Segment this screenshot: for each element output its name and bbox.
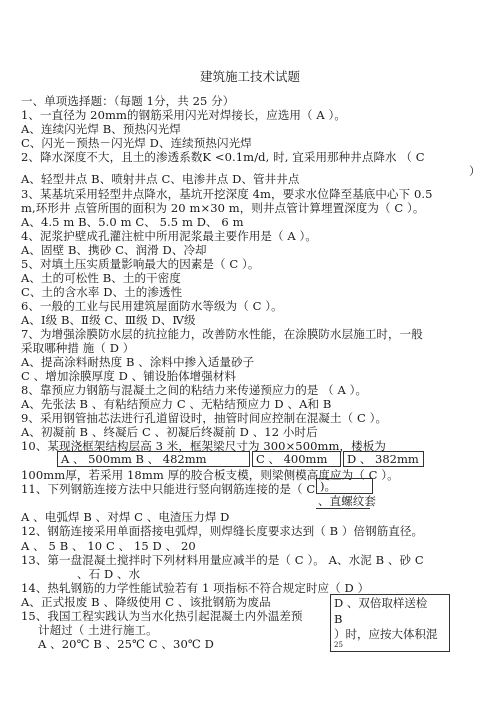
question-12: 12、钢筋连接采用单面搭接电弧焊，则焊缝长度要求达到（ B ）倍钢筋直径。: [21, 524, 424, 538]
question-10-option-c: C 、 400mm: [252, 451, 341, 467]
question-5-options-cd: C、土的含水率 D、土的渗透性: [21, 285, 183, 299]
question-11: 11、下列钢筋连接方法中只能进行竖向钢筋连接的是（ C: [21, 482, 316, 496]
question-10: 10、某现浇框架结构层高 3 米，框架梁尺寸为 300×500mm，楼板为: [21, 439, 386, 453]
question-11-options: A 、电弧焊 B 、对焊 C 、电渣压力焊 D: [21, 510, 230, 524]
question-15-options: A 、20℃ B 、25℃ C 、30℃ D: [38, 637, 214, 651]
section-heading: 一、单项选择题：（每题 1分，共 25 分）: [21, 94, 235, 108]
question-7-options-ab: A、提高涂料耐热度 B 、涂料中掺入适量砂子: [21, 355, 255, 369]
question-6: 6、一般的工业与民用建筑屋面防水等级为（ C ）。: [21, 299, 283, 313]
question-11-box: )。: [316, 478, 373, 494]
question-15-box-line1: D 、双倍取样送检: [334, 596, 428, 610]
question-11-option-d: 、直螺纹套: [318, 494, 376, 508]
document-title: 建筑施工技术试题: [199, 69, 300, 84]
question-15-box-line4: 25: [334, 641, 343, 649]
question-5-options-ab: A、土的可松性 B、土的干密度: [21, 271, 181, 285]
question-14-options: A、正式报废 B 、降级使用 C 、该批钢筋为废品: [21, 595, 271, 609]
question-4-options: A、固壁 B、携砂 C、润滑 D、冷却: [21, 243, 207, 257]
question-5: 5、对填土压实质量影响最大的因素是（ C ）。: [21, 257, 260, 271]
question-8-options: A、先张法 B 、有粘结预应力 C 、无粘结预应力 D 、A和 B: [21, 397, 332, 411]
question-2-options: A、轻型井点 B、喷射井点 C、电渗井点 D、管井井点: [21, 172, 300, 186]
question-4: 4、泥浆护壁成孔灌注桩中所用泥浆最主要作用是（ A ）。: [21, 229, 317, 243]
question-3-cont: m,环形井 点管所围的面积为 20 m×30 m，则井点管计算埋置深度为（ C ）。: [21, 201, 425, 215]
question-1-options-cd: C、闪光－预热－闪光焊 D、连续预热闪光焊: [21, 136, 252, 150]
question-15-box: [330, 594, 450, 652]
question-14: 14、热轧钢筋的力学性能试验若有 1 项指标不符合规定时应（ D ）: [21, 581, 370, 595]
question-10-options-ab: A 、 500mm B 、 482mm: [57, 451, 250, 467]
question-13: 13、第一盘混凝土搅拌时下列材料用量应减半的是（ C ）。 A、水泥 B 、砂 C: [21, 553, 424, 567]
question-10-option-d: D 、 382mm: [343, 451, 424, 467]
question-15-box-line2: B: [334, 612, 343, 626]
question-7-cont: 采取哪种措 施（ D ）: [21, 341, 135, 355]
question-12-options: A 、 5 B 、 10 C 、 15 D 、 20: [21, 539, 196, 553]
question-1-options-ab: A、连续闪光焊 B、预热闪光焊: [21, 122, 181, 136]
question-2-cont: ）: [469, 164, 481, 178]
question-7: 7、为增强涂膜防水层的抗拉能力，改善防水性能，在涂膜防水层施工时，一般: [21, 327, 423, 341]
question-2: 2、降水深度不大，且土的渗透系数K <0.1m/d, 时, 宜采用那种井点降水 （ C: [21, 150, 425, 164]
question-15-cont: 计超过（ 土进行施工。: [38, 623, 158, 637]
question-3-options: A、4.5 m B、5.0 m C、 5.5 m D、 6 m: [21, 215, 244, 229]
question-15-box-line3: ）时，应按大体积混: [334, 627, 438, 641]
question-10-cont: 100mm厚，若采用 18mm 厚的胶合板支模，则梁侧模高度应为（ C ）。: [21, 468, 399, 482]
question-6-options: A、Ⅰ级 B、Ⅱ级 C、Ⅲ级 D、Ⅳ级: [21, 313, 196, 327]
question-7-options-cd: C 、增加涂膜厚度 D 、铺设胎体增强材料: [21, 369, 237, 383]
question-15: 15、我国工程实践认为当水化热引起混凝土内外温差预: [21, 609, 303, 623]
question-11-underline: [316, 508, 370, 509]
question-1: 1、一直径为 20mm的钢筋采用闪光对焊接长，应选用（ A ）。: [21, 108, 346, 122]
question-13-cont: 、石 D 、水: [77, 567, 141, 581]
question-9: 9、采用钢管抽芯法进行孔道留设时，抽管时间应控制在混凝土（ C ）。: [21, 411, 388, 425]
question-8: 8、靠预应力钢筋与混凝土之间的粘结力来传递预应力的是 （ A ）。: [21, 383, 368, 397]
question-3: 3、某基坑采用轻型井点降水，基坑开挖深度 4m，要求水位降至基底中心下 0.5: [21, 187, 433, 201]
question-9-options: A、初凝前 B 、终凝后 C 、初凝后终凝前 D 、12 小时后: [21, 425, 318, 439]
